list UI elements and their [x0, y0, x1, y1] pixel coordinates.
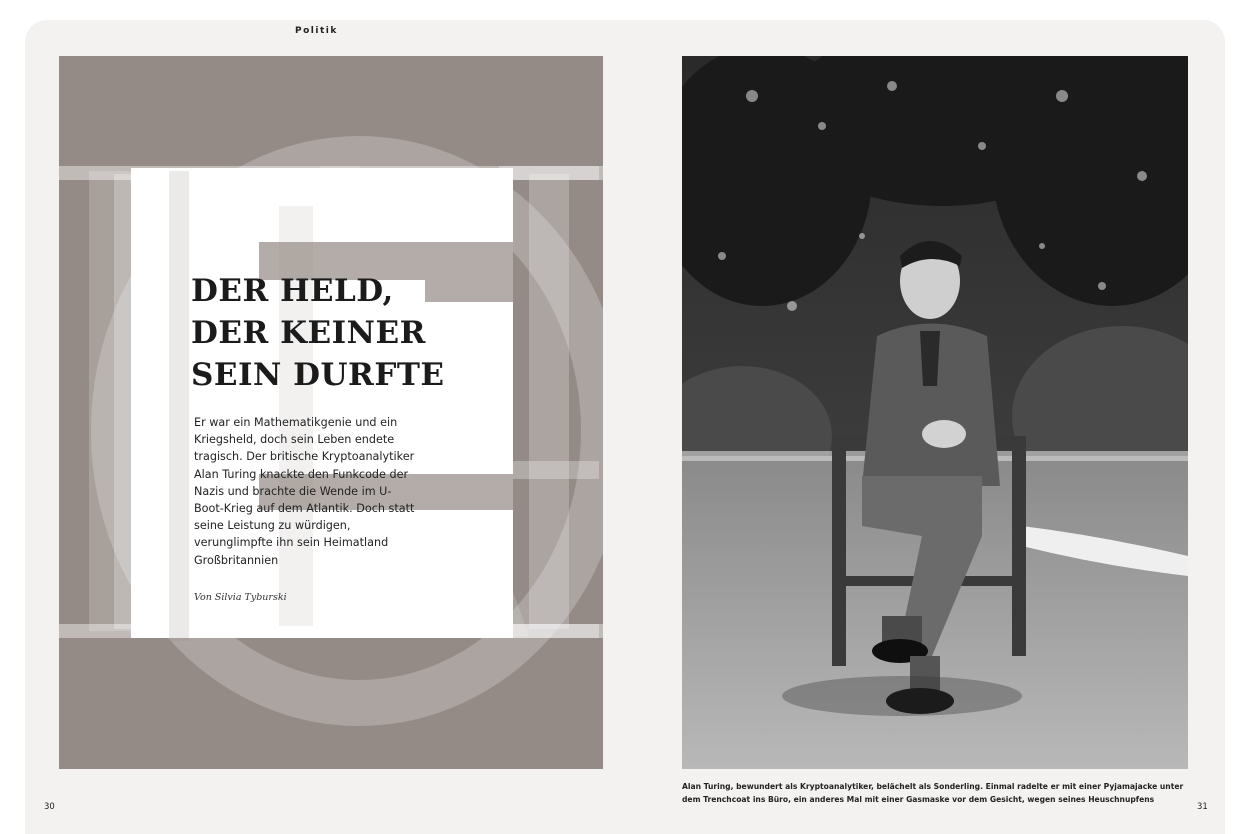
article-lead: Er war ein Mathematikgenie und ein Kriegsheld, doch sein Leben endete tragisch. Der britische Kryptoanalytiker Alan Turing knackte den Funkcode der Nazis und brachte die Wende im U-Boot-Krieg auf dem Atlantik. Doch statt seine Leistung zu würdigen, verunglimpfte ihn sein Heimatland Großbritannien — [194, 416, 415, 567]
enigma-letter-graphic — [59, 56, 603, 769]
headline-line-2: DER KEINER — [191, 315, 426, 351]
page-number-right: 31 — [1197, 802, 1208, 812]
page-number-left: 30 — [44, 802, 55, 812]
headline-line-1: DER HELD, — [191, 273, 394, 309]
title-panel — [59, 56, 603, 769]
author-byline: Von Silvia Tyburski — [194, 592, 287, 603]
photo-caption: Alan Turing, bewundert als Kryptoanalytiker, belächelt als Sonderling. Einmal radelte er mit einer Pyjamajacke unter dem Trenchcoat ins Büro, ein anderes Mal mit einer Gasmaske vor dem Gesicht, wegen seines Heuschnupfens — [682, 782, 1184, 804]
portrait-photo — [682, 56, 1188, 769]
headline-line-3: SEIN DURFTE — [191, 357, 445, 393]
photo-illustration — [682, 56, 1188, 769]
article-headline — [191, 270, 445, 396]
section-label: Politik — [295, 26, 338, 36]
